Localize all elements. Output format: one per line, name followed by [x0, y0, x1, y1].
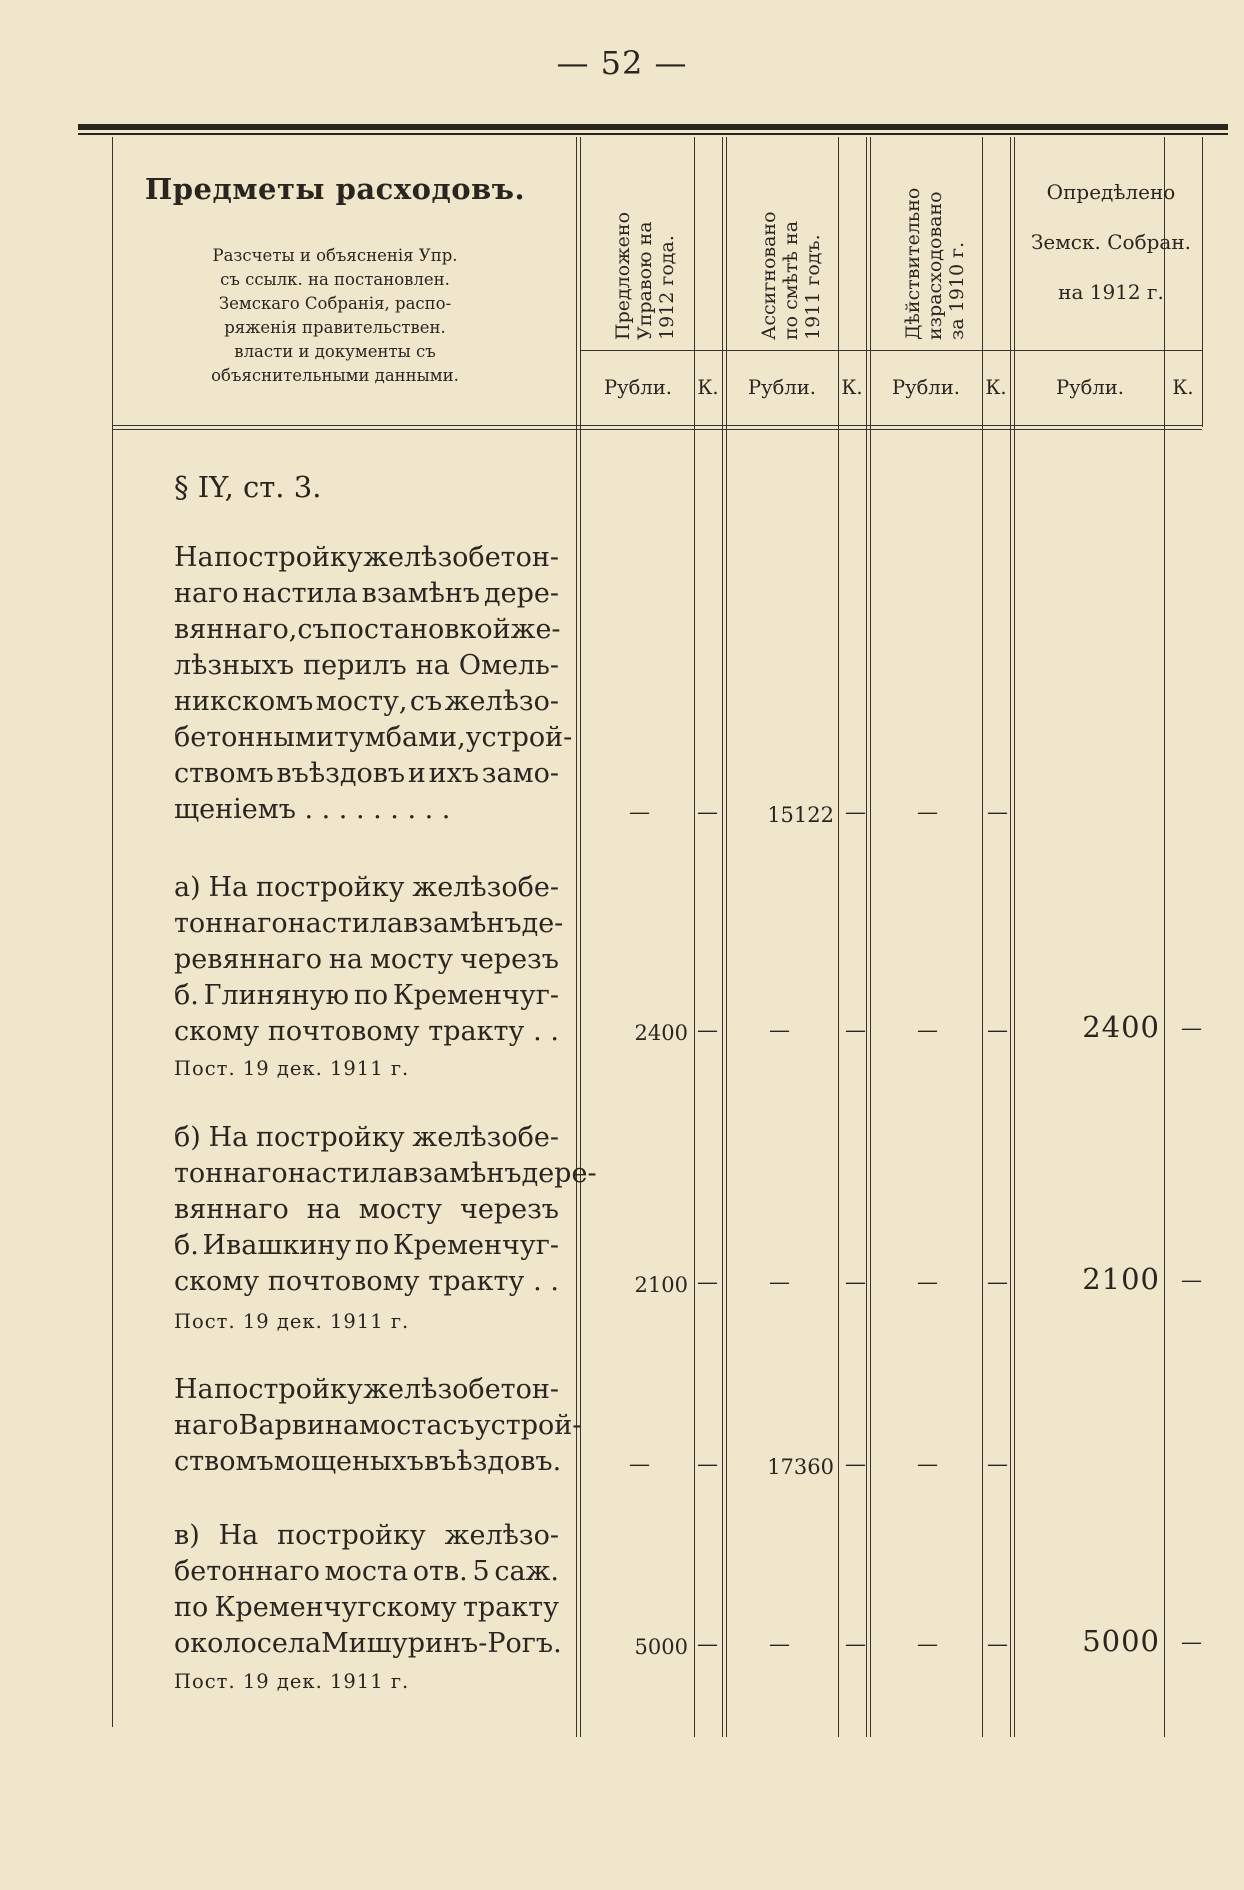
amount-actual: —: [917, 1632, 938, 1656]
item-line: б. Ивашкину по Кременчуг-: [174, 1230, 559, 1261]
amount-actual-kop: —: [987, 1632, 1008, 1656]
item-line: скому почтовому тракту . .: [174, 1266, 559, 1297]
grid-left-border: [112, 137, 113, 1727]
expense-item: [174, 1120, 597, 1300]
col-header-line: по смѣтѣ на: [780, 220, 802, 340]
amount-assigned: 15122: [767, 803, 834, 827]
amount-assigned: —: [769, 1270, 790, 1294]
expense-item: [174, 1372, 582, 1480]
top-rule-thin: [78, 133, 1228, 135]
item-line: б) На постройку желѣзобе-: [174, 1122, 559, 1153]
header-col-defined-line2: Земск. Собран.: [1030, 230, 1192, 254]
amount-assigned: —: [769, 1632, 790, 1656]
item-line: лѣзныхъ перилъ на Омель-: [174, 650, 559, 681]
col-header-line: израсходовано: [924, 191, 946, 340]
amount-actual-kop: —: [987, 1452, 1008, 1476]
item-line: бетонными тумбами, устрой-: [174, 722, 573, 753]
resolution-note: Пост. 19 дек. 1911 г.: [174, 1057, 410, 1080]
amount-proposed: 5000: [634, 1635, 688, 1659]
grid-col-divider: [576, 137, 577, 1737]
amount-proposed-kop: —: [697, 800, 718, 824]
header-col-actual: [902, 165, 968, 340]
item-line: около села Мишуринъ-Рогъ .: [174, 1628, 562, 1659]
item-line: На постройку желѣзобетон-: [174, 542, 559, 573]
unit-kop-assigned: К.: [841, 376, 863, 399]
amount-defined-kop: —: [1181, 1016, 1202, 1040]
item-line: наго настила взамѣнъ дере-: [174, 578, 559, 609]
amount-proposed: —: [629, 800, 650, 824]
item-line: ствомъ мощеныхъ въѣздовъ .: [174, 1446, 562, 1477]
item-line: На постройку желѣзобетон-: [174, 1374, 559, 1405]
amount-proposed-kop: —: [697, 1270, 718, 1294]
item-line: никскомъ мосту, съ желѣзо-: [174, 686, 559, 717]
item-line: скому почтовому тракту . .: [174, 1016, 559, 1047]
grid-col-divider: [722, 137, 723, 1737]
amount-defined: 2400: [1082, 1010, 1160, 1044]
header-subtitle: [160, 244, 510, 388]
col-header-line: Предложено: [612, 211, 634, 340]
item-line: б. Глиняную по Кременчуг-: [174, 980, 559, 1011]
header-title: Предметы расходовъ.: [144, 172, 526, 206]
grid-col-divider: [870, 137, 871, 1737]
item-line: вяннаго на мосту черезъ: [174, 1194, 559, 1225]
amount-assigned: —: [769, 1018, 790, 1042]
page-number: — 52 —: [556, 44, 688, 82]
amount-actual: —: [917, 1018, 938, 1042]
header-bottom-rule: [112, 425, 1202, 426]
subtitle-line: Разсчеты и объясненія Упр.: [212, 246, 458, 265]
grid-col-divider: [726, 137, 727, 1737]
item-line: в) На постройку желѣзо-: [174, 1520, 559, 1551]
amount-actual-kop: —: [987, 1018, 1008, 1042]
grid-col-divider: [1014, 137, 1015, 1737]
amount-proposed-kop: —: [697, 1452, 718, 1476]
unit-kop-proposed: К.: [697, 376, 719, 399]
expense-item: [174, 1518, 562, 1662]
col-header-line: 1912 года.: [656, 235, 678, 340]
header-col-assigned: [758, 165, 824, 340]
amount-assigned: 17360: [767, 1455, 834, 1479]
amount-assigned-kop: —: [845, 1632, 866, 1656]
item-line: ствомъ въѣздовъ и ихъ замо-: [174, 758, 559, 789]
amount-actual: —: [917, 1452, 938, 1476]
section-heading: § IY, ст. 3.: [174, 470, 322, 504]
col-header-line: Ассигновано: [758, 211, 780, 340]
amount-assigned-kop: —: [845, 800, 866, 824]
grid-col-divider: [580, 137, 581, 1737]
amount-actual: —: [917, 1270, 938, 1294]
item-line: тоннаго настила взамѣнъ дере-: [174, 1158, 597, 1189]
item-line: а) На постройку желѣзобе-: [174, 872, 559, 903]
item-line: тоннаго настила взамѣнъ де-: [174, 908, 564, 939]
unit-kop-defined: К.: [1172, 376, 1194, 399]
item-line: щеніемъ . . . . . . . . .: [174, 794, 451, 825]
resolution-note: Пост. 19 дек. 1911 г.: [174, 1670, 410, 1693]
amount-actual-kop: —: [987, 800, 1008, 824]
resolution-note: Пост. 19 дек. 1911 г.: [174, 1310, 410, 1333]
header-col-defined-line1: Опредѣлено: [1046, 180, 1176, 204]
amount-defined: 5000: [1082, 1624, 1160, 1658]
header-unit-rule: [580, 350, 1202, 351]
amount-assigned-kop: —: [845, 1270, 866, 1294]
unit-rubles-actual: Рубли.: [892, 376, 960, 399]
amount-defined-kop: —: [1181, 1630, 1202, 1654]
subtitle-line: власти и документы съ: [234, 342, 436, 361]
amount-assigned-kop: —: [845, 1452, 866, 1476]
expense-item: [174, 870, 564, 1050]
amount-proposed-kop: —: [697, 1632, 718, 1656]
header-col-defined-line3: на 1912 г.: [1058, 280, 1164, 304]
unit-kop-actual: К.: [985, 376, 1007, 399]
subtitle-line: объяснительными данными.: [211, 366, 459, 385]
amount-proposed: 2100: [634, 1273, 688, 1297]
item-line: вяннаго, съ постановкой же-: [174, 614, 561, 645]
amount-proposed: 2400: [634, 1021, 688, 1045]
top-rule: [78, 124, 1228, 130]
amount-actual: —: [917, 800, 938, 824]
amount-defined-kop: —: [1181, 1268, 1202, 1292]
col-header-line: Управою на: [634, 221, 656, 340]
subtitle-line: Земскаго Собранія, распо-: [218, 294, 452, 313]
amount-proposed: —: [629, 1452, 650, 1476]
col-header-line: 1911 годъ.: [802, 234, 824, 340]
subtitle-line: съ ссылк. на постановлен.: [220, 270, 450, 289]
col-header-line: за 1910 г.: [946, 241, 968, 340]
unit-rubles-defined: Рубли.: [1056, 376, 1124, 399]
grid-col-divider: [866, 137, 867, 1737]
subtitle-line: ряженія правительствен.: [224, 318, 446, 337]
header-bottom-rule-2: [112, 429, 1202, 430]
amount-proposed-kop: —: [697, 1018, 718, 1042]
item-line: наго Варвина моста съ устрой-: [174, 1410, 582, 1441]
amount-assigned-kop: —: [845, 1018, 866, 1042]
grid-col-divider: [1010, 137, 1011, 1737]
item-line: бетоннаго моста отв. 5 саж.: [174, 1556, 559, 1587]
unit-rubles-assigned: Рубли.: [748, 376, 816, 399]
unit-rubles-proposed: Рубли.: [604, 376, 672, 399]
amount-defined: 2100: [1082, 1262, 1160, 1296]
col-header-line: Дѣйствительно: [902, 187, 924, 340]
item-line: ревяннаго на мосту черезъ: [174, 944, 559, 975]
header-col-proposed: [612, 165, 678, 340]
amount-actual-kop: —: [987, 1270, 1008, 1294]
item-line: по Кременчугскому тракту: [174, 1592, 559, 1623]
expense-item: [174, 540, 573, 828]
